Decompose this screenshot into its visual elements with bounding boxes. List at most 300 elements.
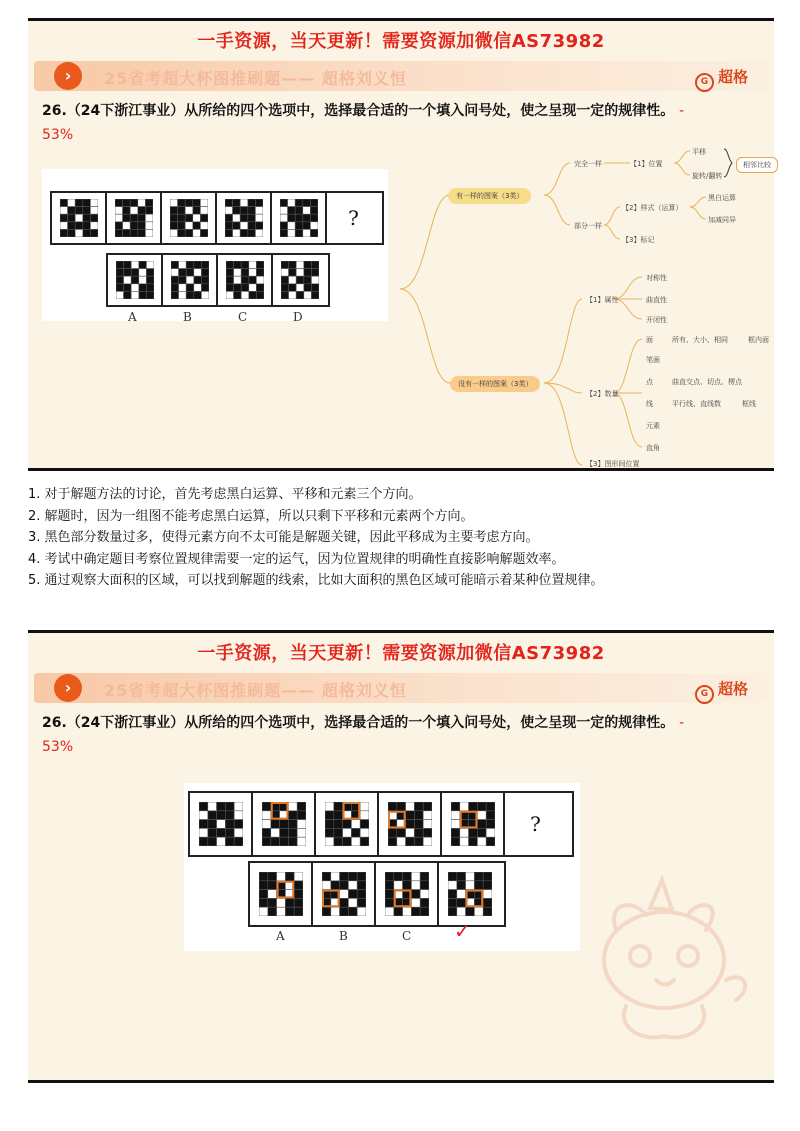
grid-square: [200, 214, 208, 222]
grid-square: [402, 881, 411, 890]
grid-square: [339, 872, 348, 881]
grid-square: [241, 284, 249, 292]
grid-square: [60, 207, 68, 215]
puzzle-cell: [52, 193, 107, 243]
grid-square: [396, 802, 405, 811]
grid-square: [322, 881, 331, 890]
grid-square: [325, 828, 334, 837]
grid-square: [348, 881, 357, 890]
grid-square: [232, 214, 240, 222]
grid-square: [402, 907, 411, 916]
option-b-figure: [171, 261, 209, 299]
grid-square: [280, 207, 288, 215]
grid-square: [288, 284, 296, 292]
grid-square: [297, 802, 306, 811]
grid-square: [405, 820, 414, 829]
grid-square: [339, 890, 348, 899]
grid-square: [225, 837, 234, 846]
grid-square: [448, 881, 457, 890]
grid-square: [267, 898, 276, 907]
puzzle-panel: [184, 783, 580, 951]
mindmap-node: 有一样的图案（3类）: [448, 188, 531, 204]
grid-square: [145, 229, 153, 237]
grid-square: [295, 207, 303, 215]
grid-square: [192, 199, 200, 207]
ad-banner: 一手资源，当天更新！需要资源加微信AS73982: [197, 643, 605, 664]
mindmap-node: 直角: [646, 444, 660, 452]
grid-figure-2: [115, 199, 153, 237]
grid-square: [388, 802, 397, 811]
grid-square: [201, 284, 209, 292]
option-c-label: C: [238, 310, 248, 324]
grid-square: [225, 222, 233, 230]
grid-square: [145, 222, 153, 230]
grid-square: [82, 207, 90, 215]
grid-square: [241, 261, 249, 269]
grid-square: [138, 291, 146, 299]
grid-square: [186, 276, 194, 284]
grid-square: [483, 898, 492, 907]
note-item: 3. 黑色部分数量过多，使得元素方向不太可能是解题关键，因此平移成为主要考虑方向。: [28, 530, 539, 545]
grid-square: [186, 284, 194, 292]
grid-square: [357, 881, 366, 890]
mindmap-node: 笔画: [646, 356, 660, 364]
grid-square: [75, 207, 83, 215]
grid-square: [247, 199, 255, 207]
arrow-icon: ›: [54, 62, 82, 90]
grid-square: [171, 276, 179, 284]
brand-icon: G: [695, 685, 714, 704]
mindmap-node: 平行线、直线数: [672, 400, 721, 408]
grid-square: [296, 284, 304, 292]
grid-square: [232, 199, 240, 207]
grid-square: [465, 881, 474, 890]
puzzle-cell: [253, 793, 316, 855]
question-text: [42, 711, 772, 759]
mindmap-node: 【2】数量: [586, 390, 619, 398]
grid-square: [310, 222, 318, 230]
grid-square: [330, 872, 339, 881]
question-row: [50, 191, 384, 245]
grid-square: [123, 284, 131, 292]
grid-square: [477, 820, 486, 829]
grid-square: [448, 898, 457, 907]
puzzle-cell: [442, 793, 505, 855]
grid-square: [310, 199, 318, 207]
grid-square: [216, 802, 225, 811]
grid-square: [177, 222, 185, 230]
grid-square: [411, 881, 420, 890]
unicorn-mascot-icon: [576, 860, 756, 1050]
mindmap-node: 曲直性: [646, 296, 667, 304]
grid-square: [333, 811, 342, 820]
grid-square: [192, 222, 200, 230]
grid-square: [241, 276, 249, 284]
mindmap-node: 元素: [646, 422, 660, 430]
grid-square: [225, 820, 234, 829]
grid-square: [90, 229, 98, 237]
grid-square: [303, 276, 311, 284]
grid-square: [287, 214, 295, 222]
grid-square: [116, 276, 124, 284]
grid-square: [310, 229, 318, 237]
grid-square: [342, 820, 351, 829]
grid-figure-1: [199, 802, 243, 846]
grid-square: [130, 229, 138, 237]
grid-square: [226, 276, 234, 284]
grid-square: [262, 802, 271, 811]
grid-square: [420, 881, 429, 890]
grid-square: [192, 229, 200, 237]
grid-square: [207, 837, 216, 846]
grid-square: [456, 872, 465, 881]
grid-square: [360, 802, 369, 811]
grid-square: [281, 269, 289, 277]
grid-square: [456, 881, 465, 890]
option-b-cell[interactable]: [313, 863, 376, 925]
grid-square: [322, 907, 331, 916]
grid-square: [270, 820, 279, 829]
grid-square: [216, 828, 225, 837]
grid-square: [297, 820, 306, 829]
grid-square: [287, 222, 295, 230]
grid-square: [232, 222, 240, 230]
grid-square: [115, 214, 123, 222]
grid-square: [342, 828, 351, 837]
grid-square: [360, 837, 369, 846]
grid-square: [207, 820, 216, 829]
grid-square: [186, 269, 194, 277]
grid-square: [402, 872, 411, 881]
grid-square: [385, 890, 394, 899]
grid-square: [322, 872, 331, 881]
grid-square: [288, 276, 296, 284]
grid-square: [285, 898, 294, 907]
grid-square: [303, 284, 311, 292]
grid-square: [178, 291, 186, 299]
grid-square: [138, 276, 146, 284]
grid-square: [477, 811, 486, 820]
grid-square: [294, 898, 303, 907]
grid-square: [311, 261, 319, 269]
grid-square: [310, 214, 318, 222]
grid-square: [185, 229, 193, 237]
grid-square: [67, 222, 75, 230]
grid-square: [131, 284, 139, 292]
grid-square: [279, 828, 288, 837]
grid-square: [294, 881, 303, 890]
option-d-figure: [448, 872, 492, 916]
grid-square: [276, 898, 285, 907]
grid-square: [456, 890, 465, 899]
grid-square: [295, 229, 303, 237]
grid-square: [123, 291, 131, 299]
grid-square: [234, 811, 243, 820]
grid-square: [302, 229, 310, 237]
brand-name: 超格: [717, 68, 748, 86]
grid-square: [207, 828, 216, 837]
grid-square: [279, 837, 288, 846]
grid-square: [200, 222, 208, 230]
grid-square: [288, 820, 297, 829]
grid-square: [233, 284, 241, 292]
grid-square: [226, 269, 234, 277]
correct-rate: 53%: [42, 739, 74, 755]
grid-square: [247, 207, 255, 215]
mindmap-node: 旋转/翻转: [692, 172, 723, 180]
grid-square: [339, 898, 348, 907]
grid-square: [281, 261, 289, 269]
header-bar: [34, 61, 768, 91]
grid-square: [60, 199, 68, 207]
option-d-cell[interactable]: [439, 863, 500, 925]
grid-square: [248, 284, 256, 292]
grid-square: [302, 222, 310, 230]
puzzle-cell: [217, 193, 272, 243]
grid-square: [122, 207, 130, 215]
grid-square: [241, 291, 249, 299]
mindmap-node: 对称性: [646, 274, 667, 282]
grid-square: [171, 284, 179, 292]
option-c-figure: [385, 872, 429, 916]
grid-square: [333, 802, 342, 811]
grid-square: [137, 222, 145, 230]
grid-square: [255, 199, 263, 207]
mindmap-node: 【3】图形间位置: [586, 460, 640, 468]
grid-square: [75, 214, 83, 222]
grid-square: [280, 229, 288, 237]
grid-square: [348, 872, 357, 881]
mindmap-node: 相邻比较: [736, 157, 778, 173]
grid-square: [226, 291, 234, 299]
grid-square: [311, 291, 319, 299]
grid-square: [207, 811, 216, 820]
grid-square: [276, 907, 285, 916]
grid-square: [465, 907, 474, 916]
grid-square: [267, 881, 276, 890]
grid-square: [303, 291, 311, 299]
option-b-cell[interactable]: [163, 255, 218, 305]
grid-square: [423, 820, 432, 829]
grid-square: [456, 907, 465, 916]
grid-square: [199, 802, 208, 811]
option-c-cell[interactable]: [376, 863, 439, 925]
grid-square: [90, 199, 98, 207]
grid-square: [192, 207, 200, 215]
grid-square: [116, 261, 124, 269]
percent-dash: -: [679, 103, 685, 119]
grid-square: [302, 214, 310, 222]
grid-square: [240, 199, 248, 207]
grid-square: [234, 837, 243, 846]
mindmap-node: 框内面: [748, 336, 769, 344]
grid-square: [67, 214, 75, 222]
grid-square: [170, 199, 178, 207]
grid-square: [287, 207, 295, 215]
grid-square: [325, 820, 334, 829]
mindmap-node: 【1】位置: [630, 160, 663, 168]
grid-square: [451, 828, 460, 837]
option-d-cell[interactable]: [273, 255, 326, 305]
grid-square: [116, 284, 124, 292]
puzzle-panel: [42, 169, 388, 324]
grid-square: [177, 229, 185, 237]
grid-square: [339, 907, 348, 916]
grid-square: [294, 907, 303, 916]
grid-square: [82, 229, 90, 237]
grid-square: [122, 199, 130, 207]
grid-square: [248, 269, 256, 277]
grid-square: [393, 881, 402, 890]
grid-square: [459, 837, 468, 846]
options-row: [248, 861, 506, 927]
grid-square: [348, 890, 357, 899]
grid-square: [420, 898, 429, 907]
grid-square: [297, 811, 306, 820]
grid-square: [325, 802, 334, 811]
grid-square: [186, 261, 194, 269]
grid-square: [146, 276, 154, 284]
grid-square: [171, 269, 179, 277]
slide-2: [28, 630, 774, 1083]
mindmap-node: 所有、大小、相同: [672, 336, 728, 344]
grid-square: [288, 269, 296, 277]
grid-square: [360, 828, 369, 837]
grid-square: [82, 199, 90, 207]
grid-square: [115, 207, 123, 215]
grid-square: [137, 214, 145, 222]
series-title: 25省考超大杯图推刷题—— 超格刘义恒: [104, 69, 407, 88]
puzzle-cell: [272, 193, 327, 243]
mindmap-node: 平移: [692, 148, 706, 156]
grid-square: [396, 837, 405, 846]
grid-square: [199, 820, 208, 829]
question-mark: ?: [530, 812, 541, 836]
correct-rate: 53%: [42, 127, 74, 143]
grid-square: [130, 222, 138, 230]
grid-square: [295, 199, 303, 207]
grid-square: [474, 907, 483, 916]
grid-square: [385, 898, 394, 907]
grid-square: [225, 828, 234, 837]
mindmap-node: 【2】样式（运算）: [622, 204, 683, 212]
grid-square: [477, 837, 486, 846]
grid-square: [451, 802, 460, 811]
grid-square: [207, 802, 216, 811]
grid-square: [311, 276, 319, 284]
grid-square: [303, 261, 311, 269]
grid-square: [285, 872, 294, 881]
grid-square: [287, 199, 295, 207]
grid-square: [414, 802, 423, 811]
grid-square: [357, 872, 366, 881]
grid-square: [303, 269, 311, 277]
grid-square: [288, 291, 296, 299]
grid-square: [330, 907, 339, 916]
series-title: 25省考超大杯图推刷题—— 超格刘义恒: [104, 681, 407, 700]
option-a-cell[interactable]: [250, 863, 313, 925]
grid-figure-4: [225, 199, 263, 237]
grid-square: [75, 229, 83, 237]
grid-square: [414, 837, 423, 846]
grid-square: [468, 837, 477, 846]
grid-square: [256, 291, 264, 299]
grid-square: [474, 872, 483, 881]
question-body: 26.（24下浙江事业）从所给的四个选项中，选择最合适的一个填入问号处，使之呈现一定的规律性。: [42, 103, 675, 119]
grid-square: [420, 872, 429, 881]
explanation-notes: [28, 484, 774, 592]
grid-square: [423, 828, 432, 837]
mindmap-node: 【1】属性: [586, 296, 619, 304]
grid-square: [90, 214, 98, 222]
grid-square: [90, 222, 98, 230]
grid-square: [351, 837, 360, 846]
grid-square: [240, 229, 248, 237]
grid-square: [295, 214, 303, 222]
grid-square: [259, 898, 268, 907]
grid-square: [280, 214, 288, 222]
grid-figure-4: [388, 802, 432, 846]
grid-square: [256, 269, 264, 277]
grid-square: [477, 802, 486, 811]
grid-square: [131, 261, 139, 269]
option-a-cell[interactable]: [108, 255, 163, 305]
grid-square: [123, 261, 131, 269]
grid-square: [115, 229, 123, 237]
mindmap-node: 线: [646, 400, 653, 408]
grid-square: [67, 199, 75, 207]
grid-square: [281, 276, 289, 284]
grid-square: [171, 261, 179, 269]
grid-square: [200, 199, 208, 207]
grid-square: [225, 199, 233, 207]
grid-square: [388, 837, 397, 846]
option-c-cell[interactable]: [218, 255, 273, 305]
grid-square: [234, 828, 243, 837]
grid-square: [393, 907, 402, 916]
grid-square: [201, 291, 209, 299]
mindmap-node: 黑白运算: [708, 194, 736, 202]
grid-square: [267, 872, 276, 881]
grid-square: [414, 820, 423, 829]
grid-square: [199, 837, 208, 846]
note-item: 2. 解题时，因为一组图不能考虑黑白运算，所以只剩下平移和元素两个方向。: [28, 508, 474, 524]
mindmap-node: 部分一样: [574, 222, 602, 230]
grid-square: [185, 199, 193, 207]
grid-square: [193, 284, 201, 292]
grid-square: [420, 890, 429, 899]
question-body: 26.（24下浙江事业）从所给的四个选项中，选择最合适的一个填入问号处，使之呈现一定的规律性。: [42, 715, 675, 731]
grid-square: [60, 222, 68, 230]
grid-square: [262, 820, 271, 829]
option-b-label: B: [339, 929, 348, 943]
grid-square: [170, 229, 178, 237]
grid-square: [465, 872, 474, 881]
grid-square: [288, 837, 297, 846]
option-c-figure: [226, 261, 264, 299]
grid-square: [225, 229, 233, 237]
grid-square: [115, 199, 123, 207]
grid-square: [192, 214, 200, 222]
grid-figure-5: [451, 802, 495, 846]
grid-square: [288, 811, 297, 820]
grid-square: [405, 828, 414, 837]
grid-square: [296, 291, 304, 299]
grid-square: [360, 820, 369, 829]
grid-square: [270, 837, 279, 846]
note-item: 1. 对于解题方法的讨论，首先考虑黑白运算、平移和元素三个方向。: [28, 487, 422, 502]
option-b-figure: [322, 872, 366, 916]
